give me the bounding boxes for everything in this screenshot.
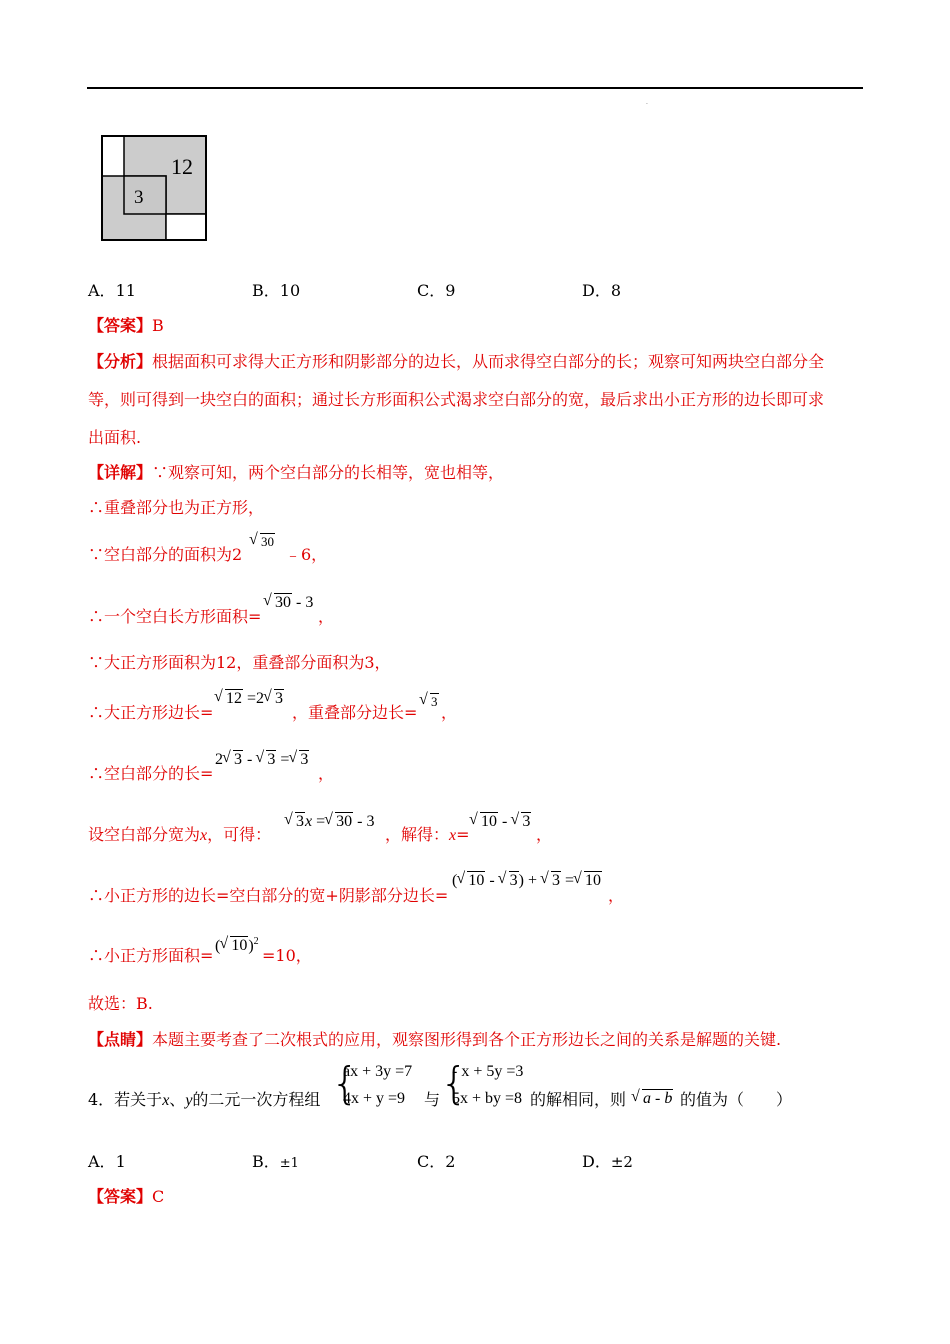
math-l10: (√ 10)$^2$: [215, 932, 259, 956]
q4-option-b: B．±1: [252, 1152, 299, 1171]
q3-option-b: B．10: [252, 281, 301, 300]
q4-sqrt: √ a - b: [632, 1089, 673, 1109]
q4-stem: 4．若关于x、y的二元一次方程组: [88, 1090, 321, 1109]
answer4: 【答案】C: [88, 1187, 165, 1206]
math-l7: 2√ 3 - √ 3 =√ 3: [215, 750, 309, 770]
math-l8-b: √ 10 - √ 3: [470, 812, 531, 832]
math-l9: (√ 10 - √ 3) + √ 3 =√ 10: [452, 871, 602, 891]
detail-line-3: ∵空白部分的面积为2: [88, 545, 243, 564]
math-l8-a: √ 3x =√ 30 - 3: [285, 812, 374, 832]
detail-line-10: ∴小正方形面积=: [88, 946, 214, 965]
q4-option-d: D．±2: [582, 1152, 633, 1171]
system1-row2: 4x + y =9: [343, 1090, 406, 1107]
detail-line-3-tail: ﹣6，: [285, 545, 328, 564]
q4-option-a: A．1: [88, 1152, 126, 1171]
header-dot: .: [646, 99, 648, 106]
detail-line-9: ∴小正方形的边长=空白部分的宽+阴影部分边长=: [88, 886, 449, 905]
figure-label-12: 12: [171, 154, 193, 179]
q3-option-d: D．8: [582, 281, 622, 300]
analysis-line-3: 出面积.: [88, 428, 142, 447]
detail-line-6: ∴大正方形边长=: [88, 703, 214, 722]
figure-label-3: 3: [134, 187, 144, 208]
math-l6: √ 12 =2√ 3: [215, 689, 284, 709]
detail-line-8: 设空白部分宽为x，可得：: [88, 825, 272, 844]
analysis-line-1: 【分析】根据面积可求得大正方形和阴影部分的边长，从而求得空白部分的长；观察可知两块空白部分全: [88, 352, 825, 371]
q4-after: 的解相同，则: [530, 1090, 627, 1109]
math-sqrt30-a: √ 30: [250, 532, 275, 552]
detail-line-6-end: ，: [441, 703, 458, 722]
detail-line-6-b: ，重叠部分边长=: [292, 703, 418, 722]
system1-brace: {: [331, 1058, 359, 1109]
system1-row1: ax + 3y =7: [343, 1063, 413, 1080]
system2-row1: - x + 5y =3: [452, 1063, 524, 1080]
detail-line-9-end: ，: [608, 886, 625, 905]
q4-option-c: C．2: [417, 1152, 456, 1171]
math-l6-sqrt3: √ 3: [420, 692, 439, 712]
math-l4: √ 30 - 3: [264, 593, 313, 613]
squares-figure: [101, 135, 207, 241]
detail-line-10-tail: =10，: [262, 946, 312, 965]
detail-line-8-end: ，: [536, 825, 553, 844]
q3-option-c: C．9: [417, 281, 456, 300]
detail-line-11: 故选：B.: [88, 994, 153, 1013]
answer3: 【答案】B: [88, 316, 164, 335]
detail-line-4-end: ，: [318, 607, 335, 626]
detail-line-7: ∴空白部分的长=: [88, 764, 214, 783]
detail-line-4: ∴一个空白长方形面积=: [88, 607, 262, 626]
q4-with: 与: [424, 1090, 441, 1109]
detail-line-8-b: ，解得：x=: [385, 825, 470, 844]
system2-brace: {: [440, 1058, 468, 1109]
q4-tail: 的值为（ ）: [680, 1090, 793, 1109]
tip-line: 【点睛】本题主要考查了二次根式的应用，观察图形得到各个正方形边长之间的关系是解题的关键.: [88, 1030, 782, 1049]
q3-option-a: A．11: [88, 281, 136, 300]
detail-line-2: ∴重叠部分也为正方形，: [88, 498, 265, 517]
detail-line-7-end: ，: [318, 764, 335, 783]
detail-line-1: 【详解】∵观察可知，两个空白部分的长相等，宽也相等，: [88, 463, 505, 482]
header-rule: [87, 87, 863, 89]
analysis-line-2: 等，则可得到一块空白的面积；通过长方形面积公式渴求空白部分的宽，最后求出小正方形的边长即可求: [88, 390, 825, 409]
system2-row2: 5x + by =8: [452, 1090, 523, 1107]
detail-line-5: ∵大正方形面积为12，重叠部分面积为3，: [88, 653, 391, 672]
